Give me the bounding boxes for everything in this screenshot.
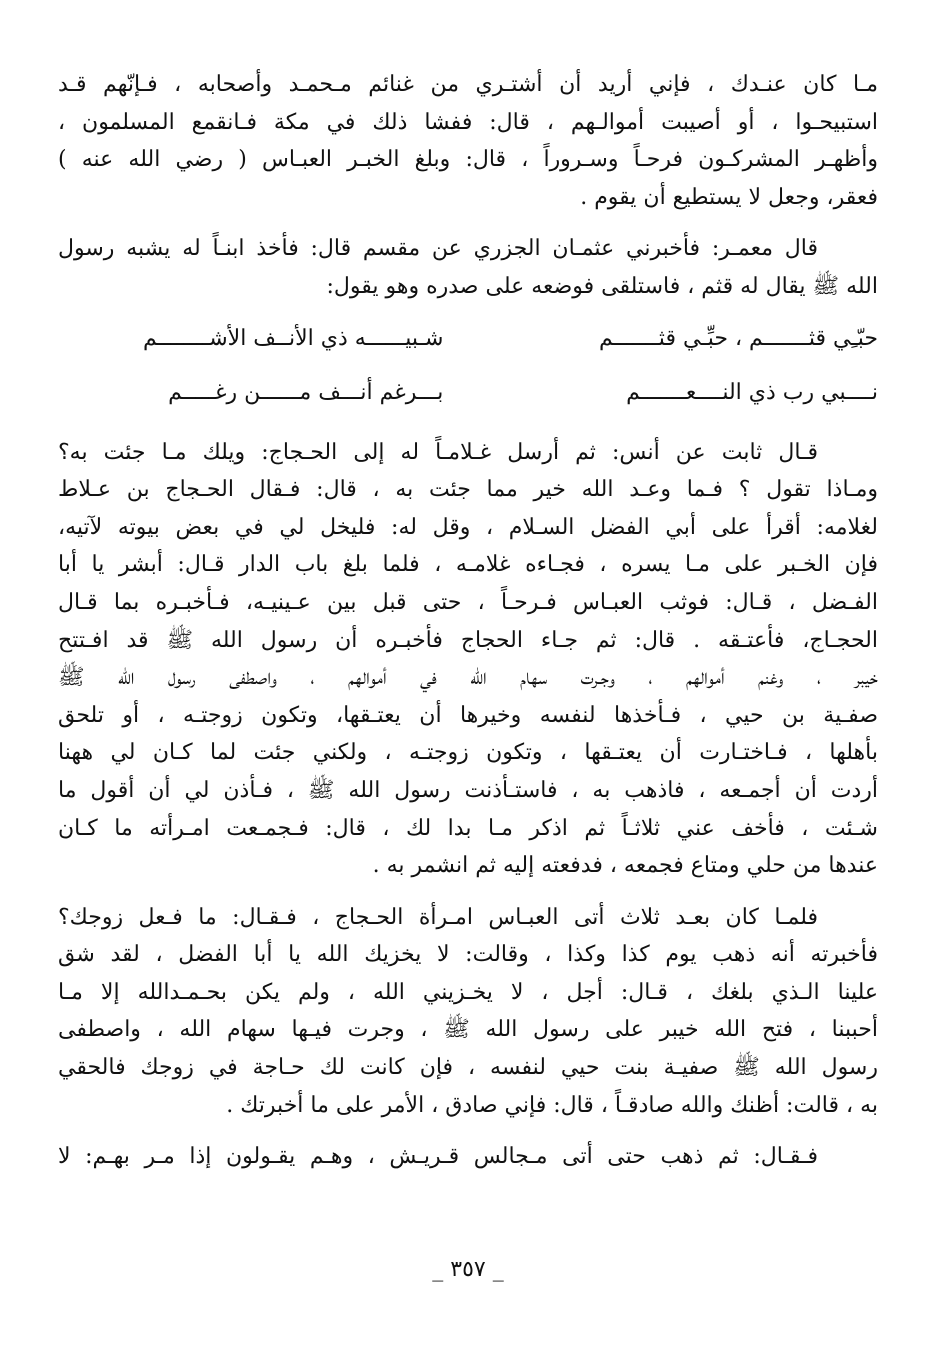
paragraph-gap: [58, 420, 878, 434]
poem-verse: [58, 366, 878, 420]
text-line: أردت أن أجمـعه ، فاذهب به ، فاستـأذنت رسول الله ﷺ ، فـأذن لي أن أقول ما: [58, 777, 878, 803]
paragraph-gap: [58, 216, 878, 230]
text-line: الحجـاج، فأعتـقه . قال: ثم جـاء الحجاج فأخبـره أن رسول الله ﷺ قد افـتتح: [58, 627, 878, 653]
paragraph-2: [58, 230, 878, 305]
paragraph-4: [58, 899, 878, 1125]
text-line: شـئت ، فأخف عني ثلاثـاً ثم اذكر مـا بدا لك ، قال: فـجمـعت امـرأته ما كـان: [58, 815, 878, 841]
text-line: فإن الخـبر على مـا يسره ، فجـاءه غلامـه ، فلما بلغ باب الدار قـال: أبشر يا أبا: [58, 552, 878, 578]
text-line: به ، قالت: أظنك والله صادقـاً ، قال: فإني صادق ، الأمر على ما أخبرتك .: [226, 1092, 878, 1118]
poem-second-hemistich: بـــرغم أنـــف مــــــن رغـــــم: [168, 379, 444, 405]
text-line: الفـضل ، قـال: فوثب العبـاس فـرحـاً ، حتى قبل بين عـينيـه، فـأخبـره بما قـال: [58, 589, 878, 615]
text-line: فلمـا كان بعـد ثلاث أتى العبـاس امـرأة الحـجاج ، فـقـال: ما فـعل زوجك؟: [58, 904, 818, 930]
text-line: فأخبرته أنه ذهب يوم كذا وكذا ، وقالت: لا يخزيك الله يا أبا الفضل ، لقد شق: [58, 942, 878, 968]
text-line: خيبر ، وغنم أموالهم ، وجـرت سهام الله في أموالهم ، واصطفى رسول الله ﷺ: [58, 665, 878, 691]
paragraph-gap: [58, 885, 878, 899]
text-line: وأظهـر المشركـون فرحـاً وسـروراً ، قال: وبلغ الخبـر العبـاس ( رضي الله عنه ): [58, 147, 878, 173]
poem-verse: [58, 312, 878, 366]
poem-second-hemistich: شـبيــــــه ذي الأنــف الأشــــــــم: [143, 325, 444, 351]
text-line: عندها من حلي ومتاع فجمعه ، فدفعته إليه ثم انشمر به .: [372, 853, 878, 879]
paragraph-1: [58, 66, 878, 216]
document-page: [58, 66, 878, 1176]
text-line: قـال ثابت عن أنس: ثم أرسل غـلامـاً له إلى الحـجاج: ويلك مـا جئت به؟: [58, 439, 818, 465]
text-line: رسول الله ﷺ صفيـة بنت حيي لنفسه ، فإن كانت لك حـاجة في زوجك فالحقي: [58, 1055, 878, 1081]
text-line: قال معمـر: فأخبرني عثمـان الجزري عن مقسم قال: فأخذ ابنـاً له يشبه رسول: [58, 236, 818, 262]
text-line: علينا الـذي بلغك ، قـال: أجل ، لا يخـزيني الله ، ولم يكن بحـمـدالله إلا مـا: [58, 979, 879, 1005]
poem-first-hemistich: نــــبي رب ذي النــــعـــــــم: [626, 379, 878, 405]
paragraph-3: [58, 434, 878, 885]
paragraph-5: [58, 1138, 878, 1176]
paragraph-gap: [58, 1124, 878, 1138]
page-number: _ ٣٥٧ _: [432, 1257, 504, 1282]
poem-first-hemistich: حبّـِي قثـــــــم ، حبِّـي قثـــــــم: [599, 325, 878, 351]
text-line: بأهلها ، فـاختـارت أن يعتـقها ، وتكون زوجتـه ، ولكني جئت لما كـان لي ههنا: [58, 740, 878, 766]
text-line: ومـاذا تقول ؟ فـما وعـد الله خير مما جئت به ، قال: فـقال الحـجاج بن عـلاط: [58, 477, 878, 503]
text-line: صفـية بن حيي ، فـأخذها لنفسه وخيرها أن يعتـقها، وتكون زوجتـه ، أو تلحق: [58, 702, 878, 728]
text-line: مـا كان عنـدك ، فإني أريد أن أشتـري من غنائم مـحمـد وأصحابه ، فـإنّهم قـد: [58, 72, 878, 97]
text-line: استبيحـوا ، أو أصيبت أموالـهم ، قال: ففشا ذلك في مكة فـانقمع المسلمون ،: [58, 109, 878, 135]
poem: [58, 312, 878, 420]
text-line: فـقـال: ثم ذهب حتى أتى مـجالس قـريـش ، وهـم يقـولون إذا مـر بهـم: لا: [58, 1144, 818, 1170]
text-line: الله ﷺ يقال له قثم ، فاستلقى فوضعه على صدره وهو يقول:: [326, 273, 878, 299]
text-line: لغلامه: أقرأ على أبي الفضل السـلام ، وقل له: فليخل لي في بعض بيوته لآتيه،: [58, 514, 878, 540]
text-line: فعقر، وجعل لا يستطيع أن يقوم .: [580, 184, 878, 210]
text-line: أحببنا ، فتح الله خيبر على رسول الله ﷺ ، وجرت فيـها سهام الله ، واصطفى: [58, 1017, 878, 1043]
